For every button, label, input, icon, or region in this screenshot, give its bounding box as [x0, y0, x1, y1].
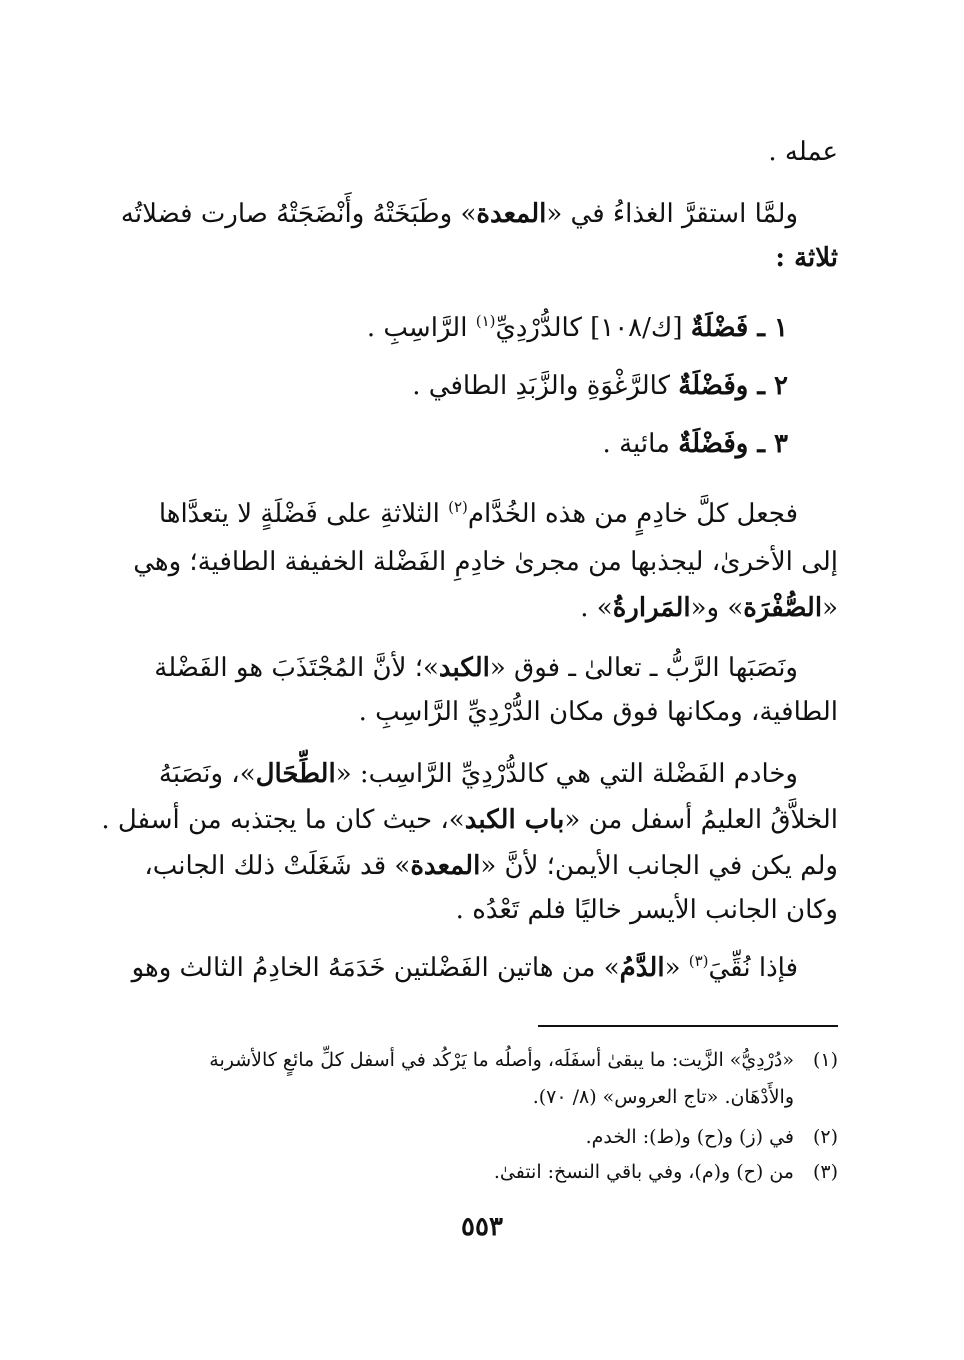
text-line: عمله . — [768, 137, 838, 167]
paragraph-line: وكان الجانب الأيسر خاليًا فلم تَعْدُه . — [455, 895, 838, 925]
list-item: ٣ ـ وفَضْلَةٌ مائية . — [602, 429, 788, 459]
list-item: ٢ ـ وفَضْلَةٌ كالرَّغْوَةِ والزَّبَدِ الطافي . — [412, 371, 788, 401]
paragraph-line: إلى الأخرىٰ، ليجذبها من مجرىٰ خادِمِ الفَضْلة الخفيفة الطافية؛ وهي — [133, 547, 838, 577]
footnote-separator — [538, 1025, 838, 1027]
footnote: (٣)من (ح) و(م)، وفي باقي النسخ: انتفىٰ. — [493, 1161, 838, 1183]
footnote: (١)«دُرْدِيُّ» الزَّيت: ما يبقىٰ أسفَلَه، وأصلُه ما يَرْكُد في أسفل كلِّ مائعٍ كالأشربة — [209, 1049, 838, 1071]
page-number: ٥٥٣ — [461, 1212, 503, 1242]
paragraph-line: الخلاَّقُ العليمُ أسفل من «باب الكبد»، حيث كان ما يجتذبه من أسفل . — [101, 805, 838, 835]
paragraph-line: ولمَّا استقرَّ الغذاءُ في «المعدة» وطَبَخَتْهُ وأَنْضَجَتْهُ صارت فضلاتُه — [120, 199, 798, 229]
paragraph-line: ثلاثة : — [775, 243, 838, 273]
paragraph-line: فجعل كلَّ خادِمٍ من هذه الخُدَّام$^{(٢)}$ الثلاثةِ على فَضْلَةٍ لا يتعدَّاها — [158, 498, 798, 529]
list-item: ١ ـ فَضْلَةٌ [ك/١٠٨] كالدُّرْدِيِّ$^{(١)}$ الرَّاسِبِ . — [366, 312, 788, 343]
paragraph-line: الطافية، ومكانها فوق مكان الدُّرْدِيِّ الرَّاسِبِ . — [358, 697, 838, 727]
paragraph-line: ولم يكن في الجانب الأيمن؛ لأنَّ «المعدة» قد شَغَلَتْ ذلك الجانب، — [144, 851, 838, 881]
paragraph-line: وخادم الفَضْلة التي هي كالدُّرْدِيِّ الرَّاسِب: «الطِّحَال»، ونَصَبَهُ — [158, 759, 798, 789]
footnote: والأَدْهَان. «تاج العروس» (٨/ ٧٠). — [532, 1086, 794, 1108]
paragraph-line: ونَصَبَها الرَّبُّ ـ تعالىٰ ـ فوق «الكبد»؛ لأنَّ المُجْتَذَبَ هو الفَضْلة — [154, 653, 798, 683]
paragraph-line: فإذا نُقِّيَ$^{(٣)}$ «الدَّمُ» من هاتين الفَضْلتين خَدَمَهُ الخادِمُ الثالث وهو — [131, 952, 798, 983]
footnote: (٢)في (ز) و(ح) و(ط): الخدم. — [585, 1126, 838, 1148]
book-page — [101, 0, 838, 1360]
paragraph-line: «الصُّفْرَة» و«المَرارةُ» . — [580, 593, 838, 623]
